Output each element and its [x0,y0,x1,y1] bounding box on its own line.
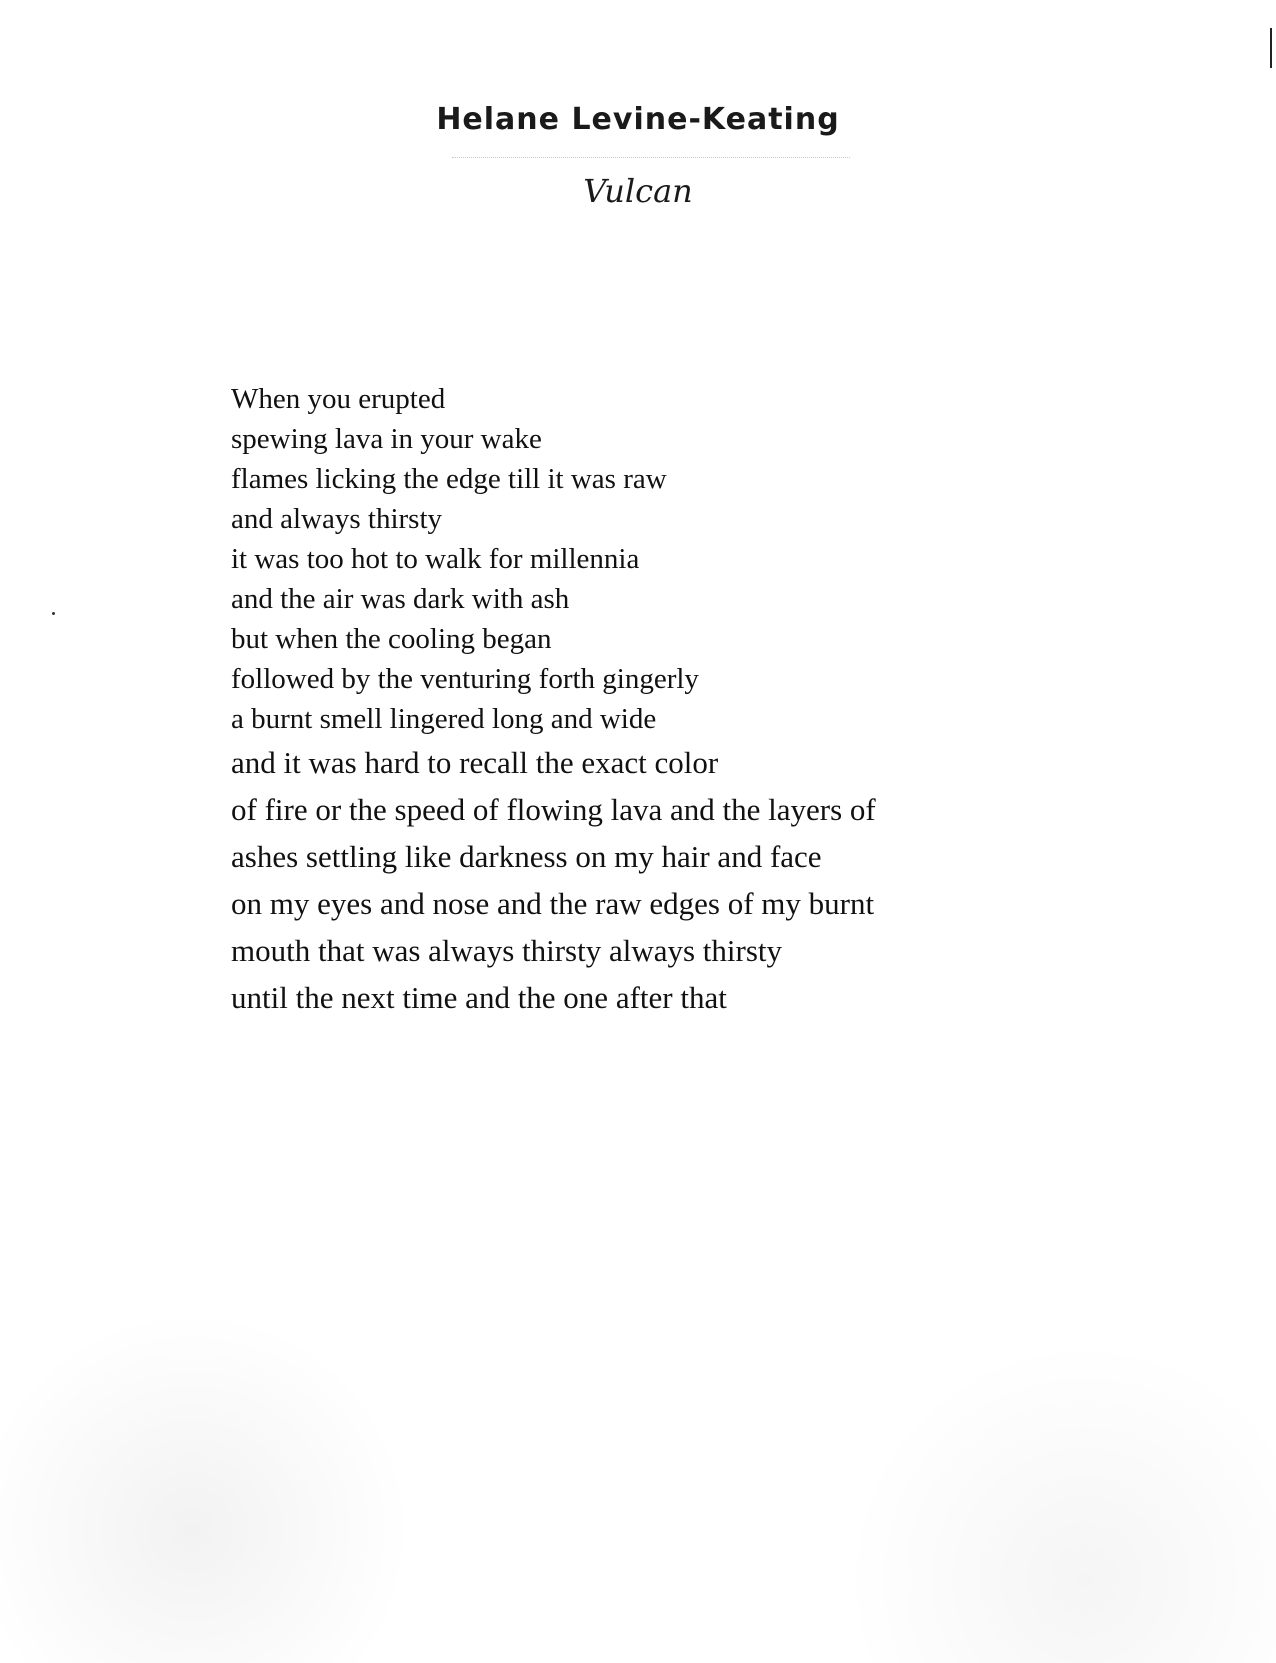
divider [452,157,850,158]
author-name: Helane Levine-Keating [436,102,840,137]
poem-line: followed by the venturing forth gingerly [231,663,699,695]
poem-line: and it was hard to recall the exact color [231,745,719,780]
poem-line: flames licking the edge till it was raw [231,463,667,495]
poem-line: mouth that was always thirsty always thirsty [231,933,783,968]
poem-title: Vulcan [583,172,693,210]
poem-line: it was too hot to walk for millennia [231,543,640,575]
poem-line: and the air was dark with ash [231,583,570,615]
poem-line: and always thirsty [231,503,443,535]
poem-line: ashes settling like darkness on my hair and face [231,839,822,874]
poem-line: a burnt smell lingered long and wide [231,703,657,735]
poem-line: until the next time and the one after that [231,980,727,1015]
poem-body [231,379,876,1021]
poem-line: spewing lava in your wake [231,423,542,455]
scan-edge-mark [1270,28,1272,68]
poem-line: on my eyes and nose and the raw edges of my burnt [231,886,875,921]
poem-line: When you erupted [231,383,446,415]
poem-line: of fire or the speed of flowing lava and the layers of [231,792,876,827]
scan-speck [52,612,55,615]
poem-line: but when the cooling began [231,623,552,655]
